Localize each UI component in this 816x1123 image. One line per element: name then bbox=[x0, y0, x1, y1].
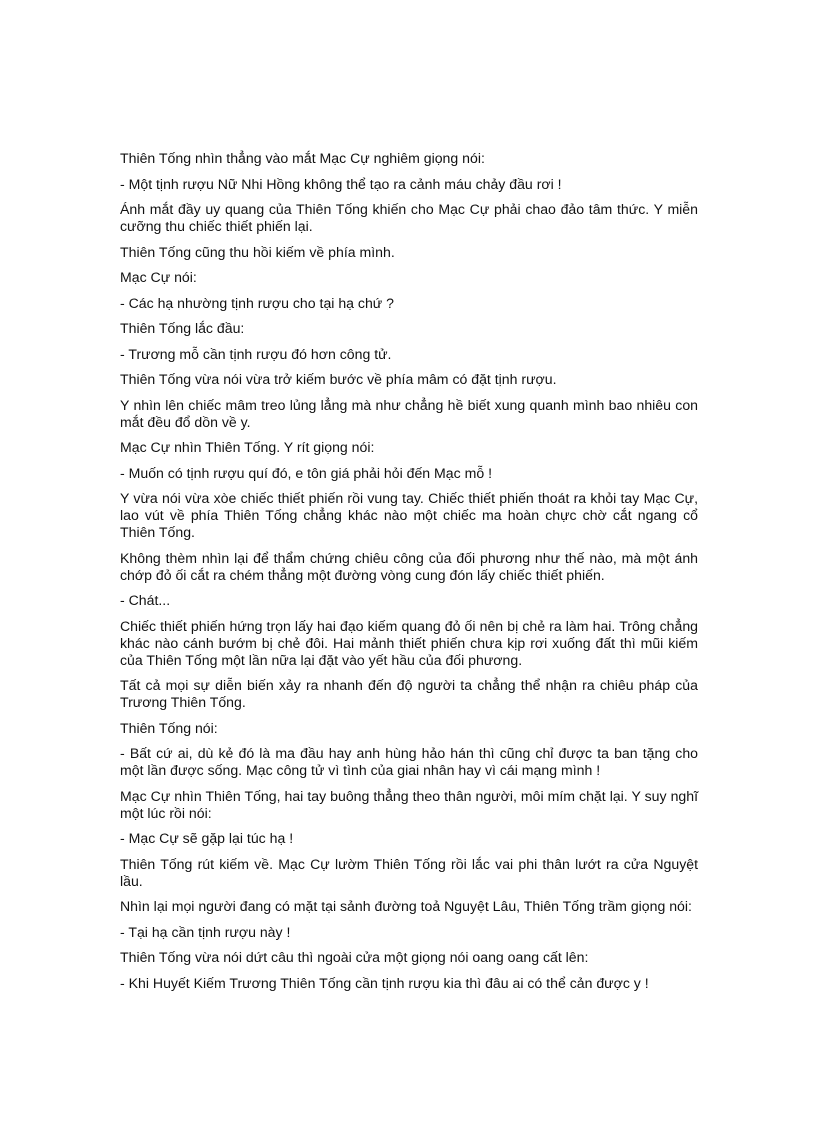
paragraph: - Tại hạ cần tịnh rượu này ! bbox=[120, 923, 291, 940]
paragraph: - Trương mỗ cần tịnh rượu đó hơn công tử. bbox=[120, 345, 392, 362]
paragraph: Mạc Cự nhìn Thiên Tống. Y rít giọng nói: bbox=[120, 439, 375, 455]
paragraph: Nhìn lại mọi người đang có mặt tại sảnh đường toả Nguyệt Lâu, Thiên Tống trầm giọng nói: bbox=[120, 898, 692, 914]
paragraph: - Một tịnh rượu Nữ Nhi Hồng không thể tạo ra cảnh máu chảy đầu rơi ! bbox=[120, 175, 562, 192]
paragraph: Mạc Cự nhìn Thiên Tống, hai tay buông thẳng theo thân người, môi mím chặt lại. Y suy nghĩ một lúc rồi nói: bbox=[120, 787, 698, 821]
paragraph: Thiên Tống nhìn thẳng vào mắt Mạc Cự nghiêm giọng nói: bbox=[120, 150, 485, 166]
paragraph: - Muốn có tịnh rượu quí đó, e tôn giá phải hỏi đến Mạc mỗ ! bbox=[120, 464, 493, 481]
paragraph: Thiên Tống nói: bbox=[120, 719, 218, 736]
paragraph: - Khi Huyết Kiếm Trương Thiên Tống cần tịnh rượu kia thì đâu ai có thể cản được y ! bbox=[120, 974, 649, 991]
paragraph: Thiên Tống lắc đầu: bbox=[120, 320, 245, 336]
paragraph: - Mạc Cự sẽ gặp lại túc hạ ! bbox=[120, 830, 294, 846]
paragraph: Ánh mắt đầy uy quang của Thiên Tống khiến cho Mạc Cự phải chao đảo tâm thức. Y miễn cưỡng thu chiếc thiết phiến lại. bbox=[120, 201, 698, 234]
paragraph: Thiên Tống vừa nói vừa trở kiếm bước về phía mâm có đặt tịnh rượu. bbox=[120, 371, 557, 387]
paragraph: - Chát... bbox=[120, 592, 171, 608]
paragraph: Thiên Tống cũng thu hồi kiếm về phía mình. bbox=[120, 243, 395, 260]
paragraph: Thiên Tống rút kiếm về. Mạc Cự lườm Thiên Tống rồi lắc vai phi thân lướt ra cửa Nguyệt lầu. bbox=[120, 855, 698, 889]
paragraph: Thiên Tống vừa nói dứt câu thì ngoài cửa một giọng nói oang oang cất lên: bbox=[120, 949, 589, 965]
document-page bbox=[120, 150, 698, 1000]
paragraph: - Các hạ nhường tịnh rượu cho tại hạ chứ ? bbox=[120, 294, 394, 311]
paragraph: Chiếc thiết phiến hứng trọn lấy hai đạo kiếm quang đỏ ối nên bị chẻ ra làm hai. Trông chẳng khác nào cánh bướm bị chẻ đôi. Hai mảnh thiết phiến chưa kịp rơi xuống đất thì mũi kiếm của Thiên Tống một lần nữa lại đặt vào yết hầu của đối phương. bbox=[120, 617, 698, 668]
paragraph: Y vừa nói vừa xòe chiếc thiết phiến rồi vung tay. Chiếc thiết phiến thoát ra khỏi tay Mạc Cự, lao vút về phía Thiên Tống chẳng khác nào một chiếc ma hoàn chực chờ cắt ngang cổ Thiên Tống. bbox=[120, 490, 698, 540]
paragraph: Mạc Cự nói: bbox=[120, 269, 197, 285]
paragraph: Không thèm nhìn lại để thẩm chứng chiêu công của đối phương như thế nào, mà một ánh chớp đỏ ối cắt ra chém thẳng một đường vòng cung đón lấy chiếc thiết phiến. bbox=[120, 549, 698, 583]
paragraph: Tất cả mọi sự diễn biến xảy ra nhanh đến độ người ta chẳng thể nhận ra chiêu pháp của Trương Thiên Tống. bbox=[120, 677, 698, 710]
paragraph: Y nhìn lên chiếc mâm treo lủng lẳng mà như chẳng hề biết xung quanh mình bao nhiêu con mắt đều đổ dồn về y. bbox=[120, 396, 698, 430]
paragraph: - Bất cứ ai, dù kẻ đó là ma đầu hay anh hùng hảo hán thì cũng chỉ được ta ban tặng cho một lần được sống. Mạc công tử vì tình của giai nhân hay vì cái mạng mình ! bbox=[120, 745, 698, 778]
